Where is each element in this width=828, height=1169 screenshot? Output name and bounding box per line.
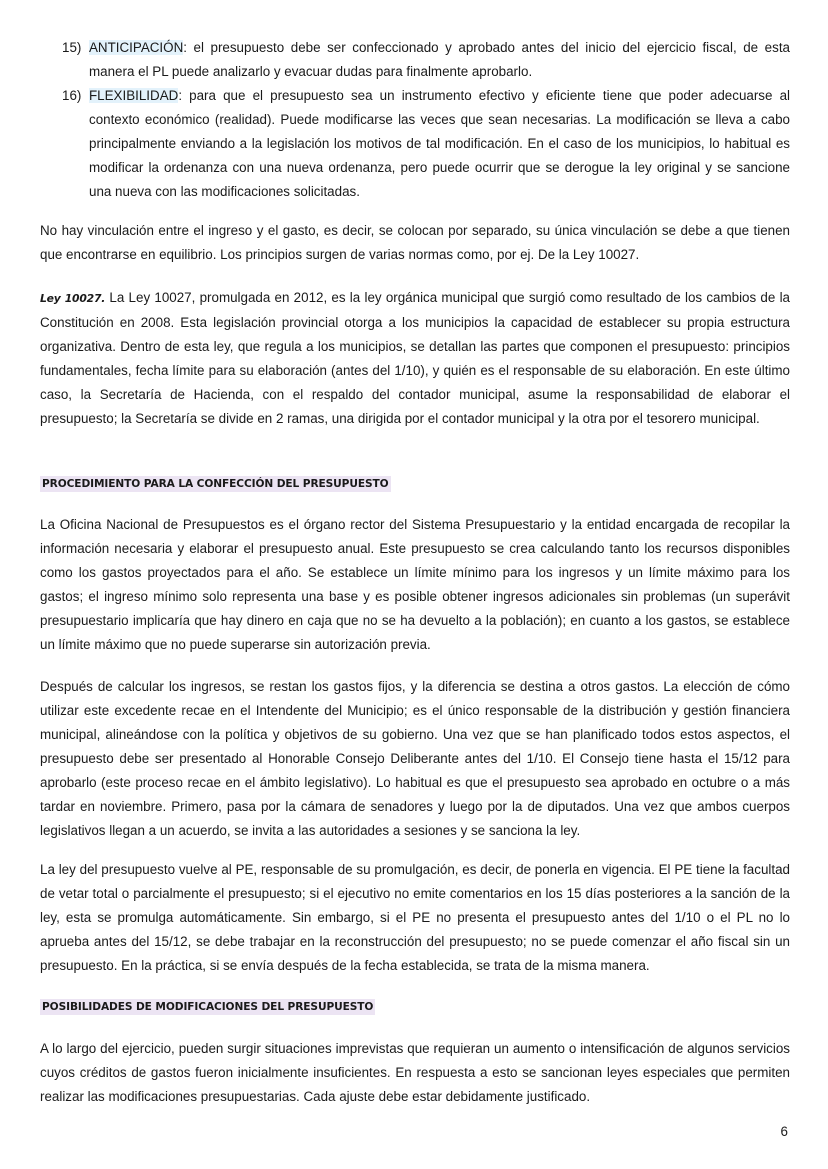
ley-text: La Ley 10027, promulgada en 2012, es la ley orgánica municipal que surgió como resultado de los cambios de la Constitución en 2008. Esta legislación provincial otorga a los municipios la capacidad de establecer su propia estructura organizativa. Dentro de esta ley, que regula a los municipios, se detallan las partes que componen el presupuesto: principios fundamentales, fecha límite para su elaboración (antes del 1/10), y quién es el responsable de su elaboración. En este último caso, la Secretaría de Hacienda, con el respaldo del contador municipal, asume la responsabilidad de elaborar el presupuesto; la Secretaría se divide en 2 ramas, una dirigida por el contador municipal y la otra por el tesorero municipal. bbox=[40, 290, 790, 426]
list-item-number: 15) bbox=[62, 40, 82, 55]
paragraph-ley-10027 bbox=[40, 286, 790, 431]
principles-list bbox=[62, 36, 790, 204]
list-item-text: : el presupuesto debe ser confeccionado y aprobado antes del inicio del ejercicio fiscal, de esta manera el PL puede analizarlo y evacuar dudas para finalmente aprobarlo. bbox=[89, 40, 790, 79]
section-heading-procedimiento: PROCEDIMIENTO PARA LA CONFECCIÓN DEL PRESUPUESTO bbox=[42, 478, 389, 490]
paragraph-ley-pe: La ley del presupuesto vuelve al PE, responsable de su promulgación, es decir, de ponerla en vigencia. El PE tiene la facultad de vetar total o parcialmente el presupuesto; si el ejecutivo no emite comentarios en los 15 días posteriores a la sanción de la ley, esta se promulga automáticamente. Sin embargo, si el PE no presenta el presupuesto antes del 1/10 o el PL no lo aprueba antes del 15/12, se debe trabajar en la reconstrucción del presupuesto; no se puede comenzar el año fiscal sin un presupuesto. En la práctica, si se envía después de la fecha establecida, se trata de la misma manera. bbox=[40, 862, 790, 973]
list-item-text: : para que el presupuesto sea un instrumento efectivo y eficiente tiene que poder adecuarse al contexto económico (realidad). Puede modificarse las veces que sean necesarias. La modificación se lleva a cabo principalmente enviando a la legislación los motivos de tal modificación. En el caso de los municipios, lo habitual es modificar la ordenanza con una nueva ordenanza, pero puede ocurrir que se derogue la ley original y se sancione una nueva con las modificaciones solicitadas. bbox=[89, 88, 790, 199]
ley-inline-heading: Ley 10027. bbox=[40, 292, 106, 305]
list-item-term: ANTICIPACIÓN bbox=[89, 40, 184, 55]
list-item bbox=[62, 36, 790, 84]
paragraph-a-lo-largo: A lo largo del ejercicio, pueden surgir situaciones imprevistas que requieran un aumento o intensificación de algunos servicios cuyos créditos de gastos fueron inicialmente insuficientes. En respuesta a esto se sancionan leyes especiales que permiten realizar las modificaciones presupuestarias. Cada ajuste debe estar debidamente justificado. bbox=[40, 1041, 790, 1104]
paragraph-vinculacion: No hay vinculación entre el ingreso y el gasto, es decir, se colocan por separado, su única vinculación se debe a que tienen que encontrarse en equilibrio. Los principios surgen de varias normas como, por ej. De la Ley 10027. bbox=[40, 223, 790, 262]
section-heading-posibilidades: POSIBILIDADES DE MODIFICACIONES DEL PRESUPUESTO bbox=[42, 1001, 374, 1013]
list-item bbox=[62, 84, 790, 204]
paragraph-despues: Después de calcular los ingresos, se restan los gastos fijos, y la diferencia se destina a otros gastos. La elección de cómo utilizar este excedente recae en el Intendente del Municipio; es el único responsable de la distribución y gestión financiera municipal, alineándose con la política y objetivos de su gobierno. Una vez que se han planificado todos estos aspectos, el presupuesto debe ser presentado al Honorable Consejo Deliberante antes del 1/10. El Consejo tiene hasta el 15/12 para aprobarlo (este proceso recae en el ámbito legislativo). Lo habitual es que el presupuesto sea aprobado en octubre o a más tardar en noviembre. Primero, pasa por la cámara de senadores y luego por la de diputados. Una vez que ambos cuerpos legislativos llegan a un acuerdo, se invita a las autoridades a sesiones y se sanciona la ley. bbox=[40, 679, 790, 838]
page-number: 6 bbox=[780, 1124, 788, 1139]
paragraph-oficina: La Oficina Nacional de Presupuestos es el órgano rector del Sistema Presupuestario y la entidad encargada de recopilar la información necesaria y elaborar el presupuesto anual. Este presupuesto se crea calculando tanto los recursos disponibles como los gastos proyectados para el año. Se establece un límite mínimo para los ingresos y un límite máximo para los gastos; el ingreso mínimo solo representa una base y es posible obtener ingresos adicionales sin problemas (un superávit presupuestario implicaría que hay dinero en caja que no se ha devuelto a la población); en cuanto a los gastos, se establece un límite máximo que no puede superarse sin autorización previa. bbox=[40, 517, 790, 652]
list-item-number: 16) bbox=[62, 88, 82, 103]
list-item-term: FLEXIBILIDAD bbox=[89, 88, 179, 103]
